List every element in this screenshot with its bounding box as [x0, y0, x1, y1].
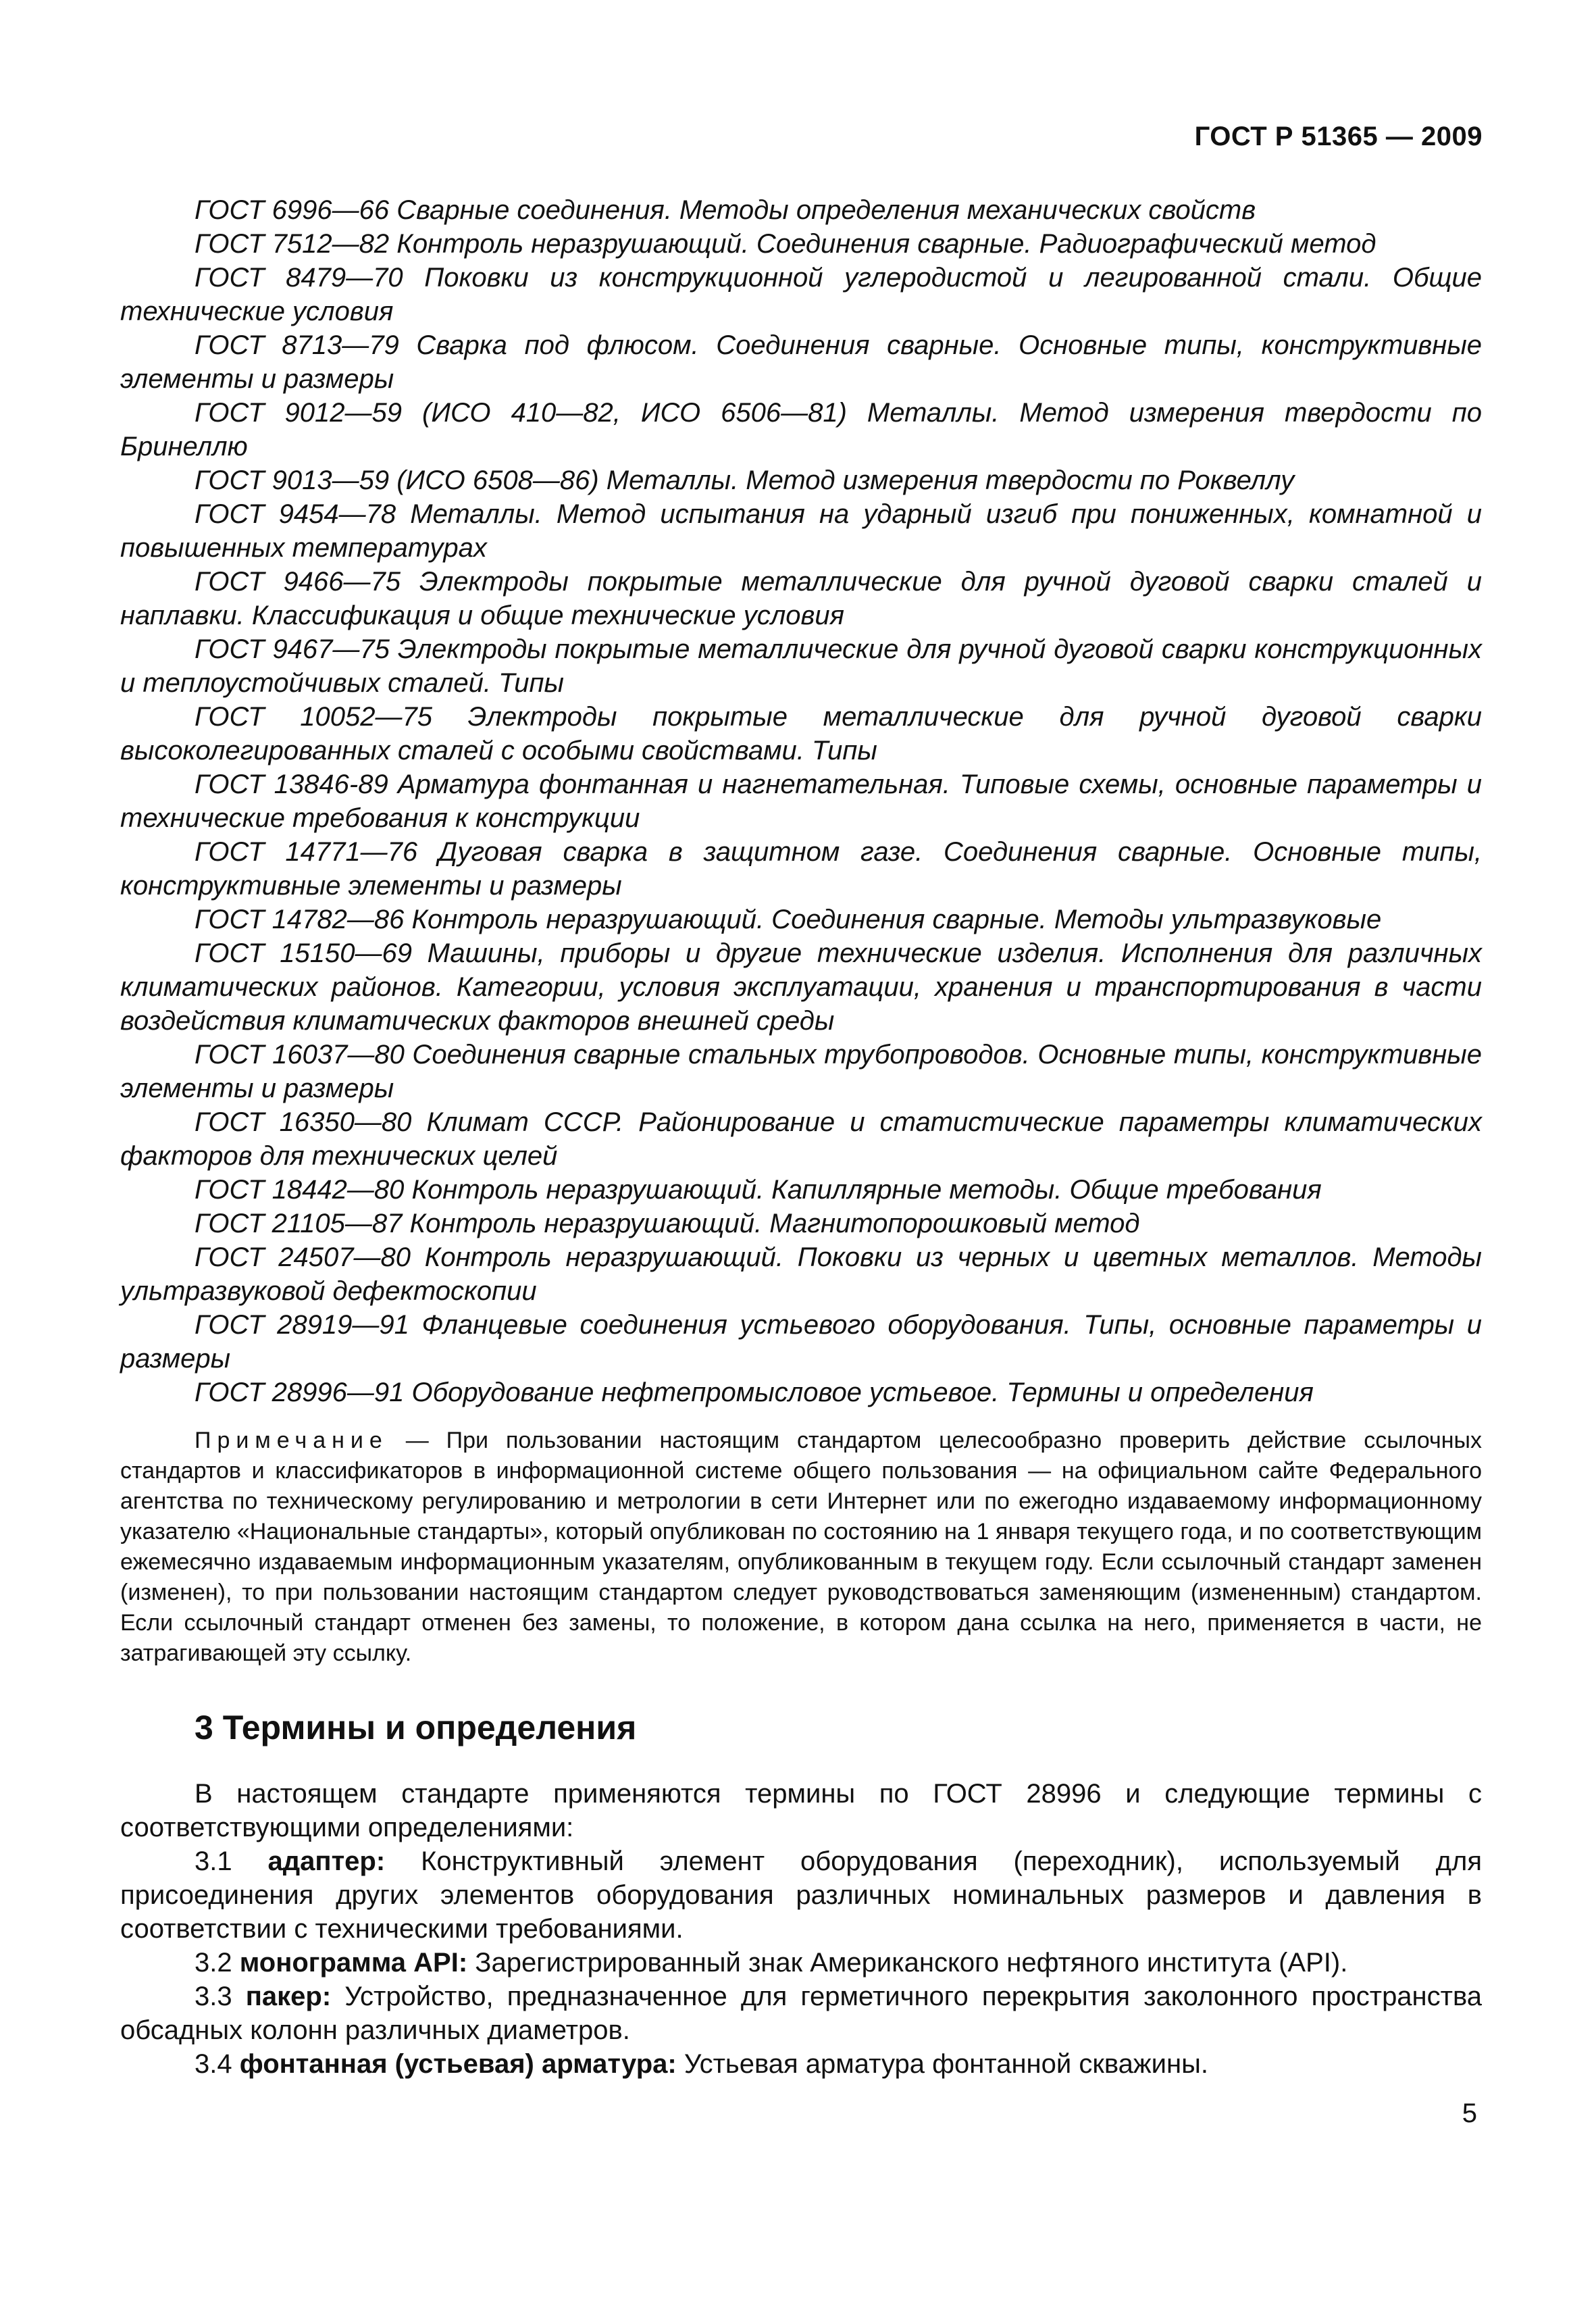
term-definition: [120, 1844, 1482, 1946]
reference-item: ГОСТ 21105—87 Контроль неразрушающий. Магнитопорошковый метод: [195, 1209, 1140, 1238]
reference-item: ГОСТ 9467—75 Электроды покрытые металлические для ручной дуговой сварки конструкционных и теплоустойчивых сталей. Типы: [120, 634, 1482, 698]
section-intro: В настоящем стандарте применяются термины по ГОСТ 28996 и следующие термины с соответствующими определениями:: [120, 1779, 1482, 1842]
term-number: 3.1: [195, 1846, 268, 1876]
reference-item: ГОСТ 14782—86 Контроль неразрушающий. Соединения сварные. Методы ультразвуковые: [195, 905, 1382, 934]
normative-references-list: [120, 193, 1482, 1409]
note-paragraph: [120, 1426, 1482, 1669]
term-text: Конструктивный элемент оборудования (переходник), используемый для присоединения других элементов оборудования различных номинальных размеров и давления в соответствии с техническими требованиями.: [120, 1846, 1482, 1944]
reference-item: ГОСТ 24507—80 Контроль неразрушающий. Поковки из черных и цветных металлов. Методы ультразвуковой дефектоскопии: [120, 1242, 1482, 1306]
reference-item: ГОСТ 13846-89 Арматура фонтанная и нагнетательная. Типовые схемы, основные параметры и технические требования к конструкции: [120, 770, 1482, 833]
page-number: 5: [1462, 2098, 1477, 2128]
reference-item: ГОСТ 28919—91 Фланцевые соединения устьевого оборудования. Типы, основные параметры и размеры: [120, 1310, 1482, 1374]
page-content: [120, 193, 1482, 2081]
term-number: 3.4: [195, 2049, 240, 2079]
term-text: Зарегистрированный знак Американского нефтяного института (API).: [467, 1948, 1348, 1978]
term-definition: [120, 1946, 1482, 1980]
term-text: Устьевая арматура фонтанной скважины.: [676, 2049, 1208, 2079]
reference-item: ГОСТ 9013—59 (ИСО 6508—86) Металлы. Метод измерения твердости по Роквеллу: [195, 466, 1295, 495]
reference-item: ГОСТ 16037—80 Соединения сварные стальных трубопроводов. Основные типы, конструктивные элементы и размеры: [120, 1040, 1482, 1103]
reference-item: ГОСТ 9454—78 Металлы. Метод испытания на ударный изгиб при пониженных, комнатной и повышенных температурах: [120, 499, 1482, 563]
term-name: монограмма API:: [239, 1948, 468, 1978]
reference-item: ГОСТ 14771—76 Дуговая сварка в защитном газе. Соединения сварные. Основные типы, конструктивные элементы и размеры: [120, 837, 1482, 901]
reference-item: ГОСТ 8479—70 Поковки из конструкционной углеродистой и легированной стали. Общие технические условия: [120, 263, 1482, 326]
term-definition: [120, 2047, 1482, 2081]
reference-item: ГОСТ 15150—69 Машины, приборы и другие технические изделия. Исполнения для различных климатических районов. Категории, условия эксплуатации, хранения и транспортирования в части воздействия климатических факторов внешней среды: [120, 938, 1482, 1036]
reference-item: ГОСТ 6996—66 Сварные соединения. Методы определения механических свойств: [195, 195, 1256, 225]
term-name: фонтанная (устьевая) арматура:: [239, 2049, 677, 2079]
term-name: адаптер:: [267, 1846, 386, 1876]
reference-item: ГОСТ 16350—80 Климат СССР. Районирование и статистические параметры климатических факторов для технических целей: [120, 1107, 1482, 1171]
reference-item: ГОСТ 8713—79 Сварка под флюсом. Соединения сварные. Основные типы, конструктивные элементы и размеры: [120, 330, 1482, 394]
note-label: Примечание: [195, 1428, 388, 1453]
term-name: пакер:: [245, 1982, 332, 2011]
term-text: Устройство, предназначенное для герметичного перекрытия заколонного пространства обсадных колонн различных диаметров.: [120, 1982, 1483, 2045]
note-text: — При пользовании настоящим стандартом целесообразно проверить действие ссылочных стандартов и классификаторов в информационной системе общего пользования — на официальном сайте Федерального агентства по техническому регулированию и метрологии в сети Интернет или по ежегодно издаваемому информационному указателю «Национальные стандарты», который опубликован по состоянию на 1 января текущего года, и по соответствующим ежемесячно издаваемым информационным указателям, опубликованным в текущем году. Если ссылочный стандарт заменен (изменен), то при пользовании настоящим стандартом следует руководствоваться заменяющим (измененным) стандартом. Если ссылочный стандарт отменен без замены, то положение, в котором дана ссылка на него, применяется в части, не затрагивающей эту ссылку.: [120, 1428, 1482, 1666]
section-title: 3 Термины и определения: [195, 1709, 637, 1746]
reference-item: ГОСТ 9466—75 Электроды покрытые металлические для ручной дуговой сварки сталей и наплавки. Классификация и общие технические условия: [120, 567, 1482, 630]
reference-item: ГОСТ 28996—91 Оборудование нефтепромысловое устьевое. Термины и определения: [195, 1378, 1314, 1407]
reference-item: ГОСТ 7512—82 Контроль неразрушающий. Соединения сварные. Радиографический метод: [195, 229, 1376, 259]
term-number: 3.2: [195, 1948, 240, 1978]
reference-item: ГОСТ 9012—59 (ИСО 410—82, ИСО 6506—81) Металлы. Метод измерения твердости по Бринеллю: [120, 398, 1482, 461]
term-definition: [120, 1980, 1482, 2047]
document-header: ГОСТ Р 51365 — 2009: [1194, 122, 1483, 151]
reference-item: ГОСТ 10052—75 Электроды покрытые металлические для ручной дуговой сварки высоколегированных сталей с особыми свойствами. Типы: [120, 702, 1482, 765]
reference-item: ГОСТ 18442—80 Контроль неразрушающий. Капиллярные методы. Общие требования: [195, 1175, 1322, 1205]
term-number: 3.3: [195, 1982, 246, 2011]
